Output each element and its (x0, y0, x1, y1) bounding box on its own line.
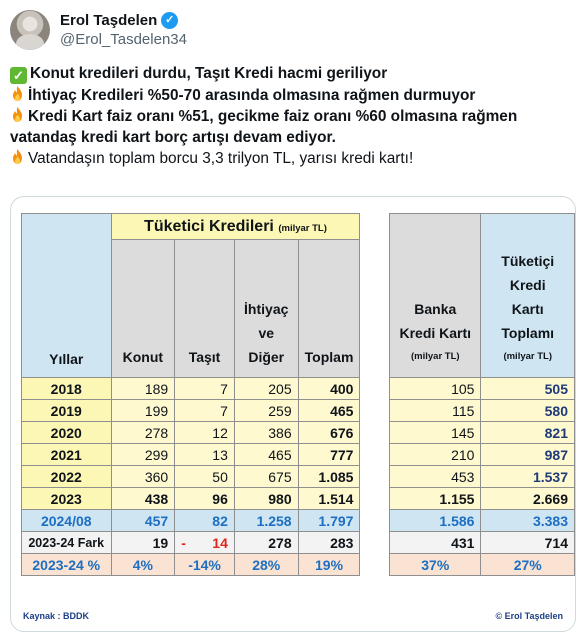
cell-tasit: 13 (175, 444, 235, 466)
column-gap (360, 554, 390, 576)
cell-konut: 278 (111, 422, 175, 444)
table-row (22, 488, 575, 510)
cell-toplam: 400 (298, 378, 360, 400)
header-ihtiyac: İhtiyaç ve Diğer (234, 240, 298, 378)
cell-banka: 1.586 (390, 510, 481, 532)
cell-konut: 457 (111, 510, 175, 532)
cell-toplam: 777 (298, 444, 360, 466)
credit-table (21, 213, 575, 576)
cell-tkkt: 821 (481, 422, 575, 444)
tweet-header (10, 8, 570, 52)
cell-toplam: 1.085 (298, 466, 360, 488)
cell-banka: 453 (390, 466, 481, 488)
cell-toplam: 676 (298, 422, 360, 444)
tweet-text (10, 64, 576, 170)
cell-ihtiyac: 386 (234, 422, 298, 444)
fire-emoji-icon (10, 106, 25, 123)
cell-tasit: 12 (175, 422, 235, 444)
tweet-line-2: İhtiyaç Kredileri %50-70 arasında olmasına rağmen durmuyor (10, 85, 576, 107)
column-gap (360, 532, 390, 554)
name-row (60, 11, 187, 30)
table-row-percent (22, 554, 575, 576)
cell-tasit: 7 (175, 378, 235, 400)
column-gap (360, 444, 390, 466)
cell-banka: 115 (390, 400, 481, 422)
cell-ihtiyac: 278 (234, 532, 298, 554)
cell-tkkt: 505 (481, 378, 575, 400)
cell-konut: 299 (111, 444, 175, 466)
column-gap (360, 488, 390, 510)
table-row-fark (22, 532, 575, 554)
header-konut: Konut (111, 240, 175, 378)
copyright-note: © Erol Taşdelen (495, 611, 563, 621)
column-gap (360, 466, 390, 488)
header-banka-kredi-karti: Banka Kredi Kartı (milyar TL) (390, 214, 481, 378)
cell-konut: 199 (111, 400, 175, 422)
cell-year: 2018 (22, 378, 112, 400)
cell-ihtiyac: 675 (234, 466, 298, 488)
cell-banka: 431 (390, 532, 481, 554)
cell-banka: 210 (390, 444, 481, 466)
tweet-line-3: Kredi Kart faiz oranı %51, gecikme faiz oranı %60 olmasına rağmen vatandaş kredi kart borç artışı devam ediyor. (10, 108, 518, 146)
cell-tasit: 50 (175, 466, 235, 488)
avatar[interactable] (10, 10, 50, 50)
cell-year: 2022 (22, 466, 112, 488)
table-row (22, 422, 575, 444)
table-row (22, 378, 575, 400)
cell-ihtiyac: 1.258 (234, 510, 298, 532)
table-row (22, 400, 575, 422)
header-toplam: Toplam (298, 240, 360, 378)
column-gap (360, 400, 390, 422)
author-names (60, 11, 187, 49)
cell-toplam: 1.514 (298, 488, 360, 510)
header-yillar: Yıllar (22, 214, 112, 378)
cell-ihtiyac: 465 (234, 444, 298, 466)
header-tuketici-kredileri: Tüketici Kredileri (milyar TL) (111, 214, 360, 240)
cell-tkkt: 2.669 (481, 488, 575, 510)
fire-emoji-icon (10, 148, 25, 165)
tweet-line-1: ✓ Konut kredileri durdu, Taşıt Kredi hacmi geriliyor (10, 64, 576, 85)
user-handle[interactable]: @Erol_Tasdelen34 (60, 31, 187, 48)
cell-banka: 37% (390, 554, 481, 576)
cell-tkkt: 1.537 (481, 466, 575, 488)
source-note: Kaynak : BDDK (23, 611, 90, 621)
cell-tkkt: 714 (481, 532, 575, 554)
cell-konut: 360 (111, 466, 175, 488)
cell-toplam: 465 (298, 400, 360, 422)
cell-ihtiyac: 28% (234, 554, 298, 576)
verified-badge-icon: ✓ (161, 12, 178, 29)
cell-tasit: - 14 (175, 532, 235, 554)
cell-year: 2024/08 (22, 510, 112, 532)
cell-toplam: 283 (298, 532, 360, 554)
display-name[interactable]: Erol Taşdelen (60, 12, 158, 29)
cell-ihtiyac: 259 (234, 400, 298, 422)
cell-ihtiyac: 980 (234, 488, 298, 510)
table-row (22, 466, 575, 488)
attached-image-card[interactable] (10, 196, 576, 632)
cell-tasit: 96 (175, 488, 235, 510)
cell-year: 2023 (22, 488, 112, 510)
cell-konut: 438 (111, 488, 175, 510)
header-tkkt: Tüketiçi Kredi Kartı Toplamı (milyar TL) (481, 214, 575, 378)
cell-konut: 4% (111, 554, 175, 576)
cell-banka: 105 (390, 378, 481, 400)
cell-konut: 189 (111, 378, 175, 400)
column-gap (360, 214, 390, 378)
fire-emoji-icon (10, 85, 25, 102)
column-gap (360, 510, 390, 532)
table-row (22, 444, 575, 466)
cell-year: 2020 (22, 422, 112, 444)
table-row-2024 (22, 510, 575, 532)
check-mark-emoji-icon: ✓ (10, 67, 27, 84)
cell-konut: 19 (111, 532, 175, 554)
cell-tkkt: 987 (481, 444, 575, 466)
cell-toplam: 1.797 (298, 510, 360, 532)
column-gap (360, 422, 390, 444)
cell-tkkt: 3.383 (481, 510, 575, 532)
cell-tkkt: 27% (481, 554, 575, 576)
cell-year: 2023-24 Fark (22, 532, 112, 554)
cell-banka: 1.155 (390, 488, 481, 510)
header-tasit: Taşıt (175, 240, 235, 378)
cell-tasit: 7 (175, 400, 235, 422)
cell-year: 2019 (22, 400, 112, 422)
cell-year: 2021 (22, 444, 112, 466)
cell-ihtiyac: 205 (234, 378, 298, 400)
cell-tasit: 82 (175, 510, 235, 532)
cell-year: 2023-24 % (22, 554, 112, 576)
tweet-line-4: Vatandaşın toplam borcu 3,3 trilyon TL, yarısı kredi kartı! (10, 148, 576, 170)
cell-banka: 145 (390, 422, 481, 444)
cell-toplam: 19% (298, 554, 360, 576)
cell-tkkt: 580 (481, 400, 575, 422)
column-gap (360, 378, 390, 400)
cell-tasit: -14% (175, 554, 235, 576)
